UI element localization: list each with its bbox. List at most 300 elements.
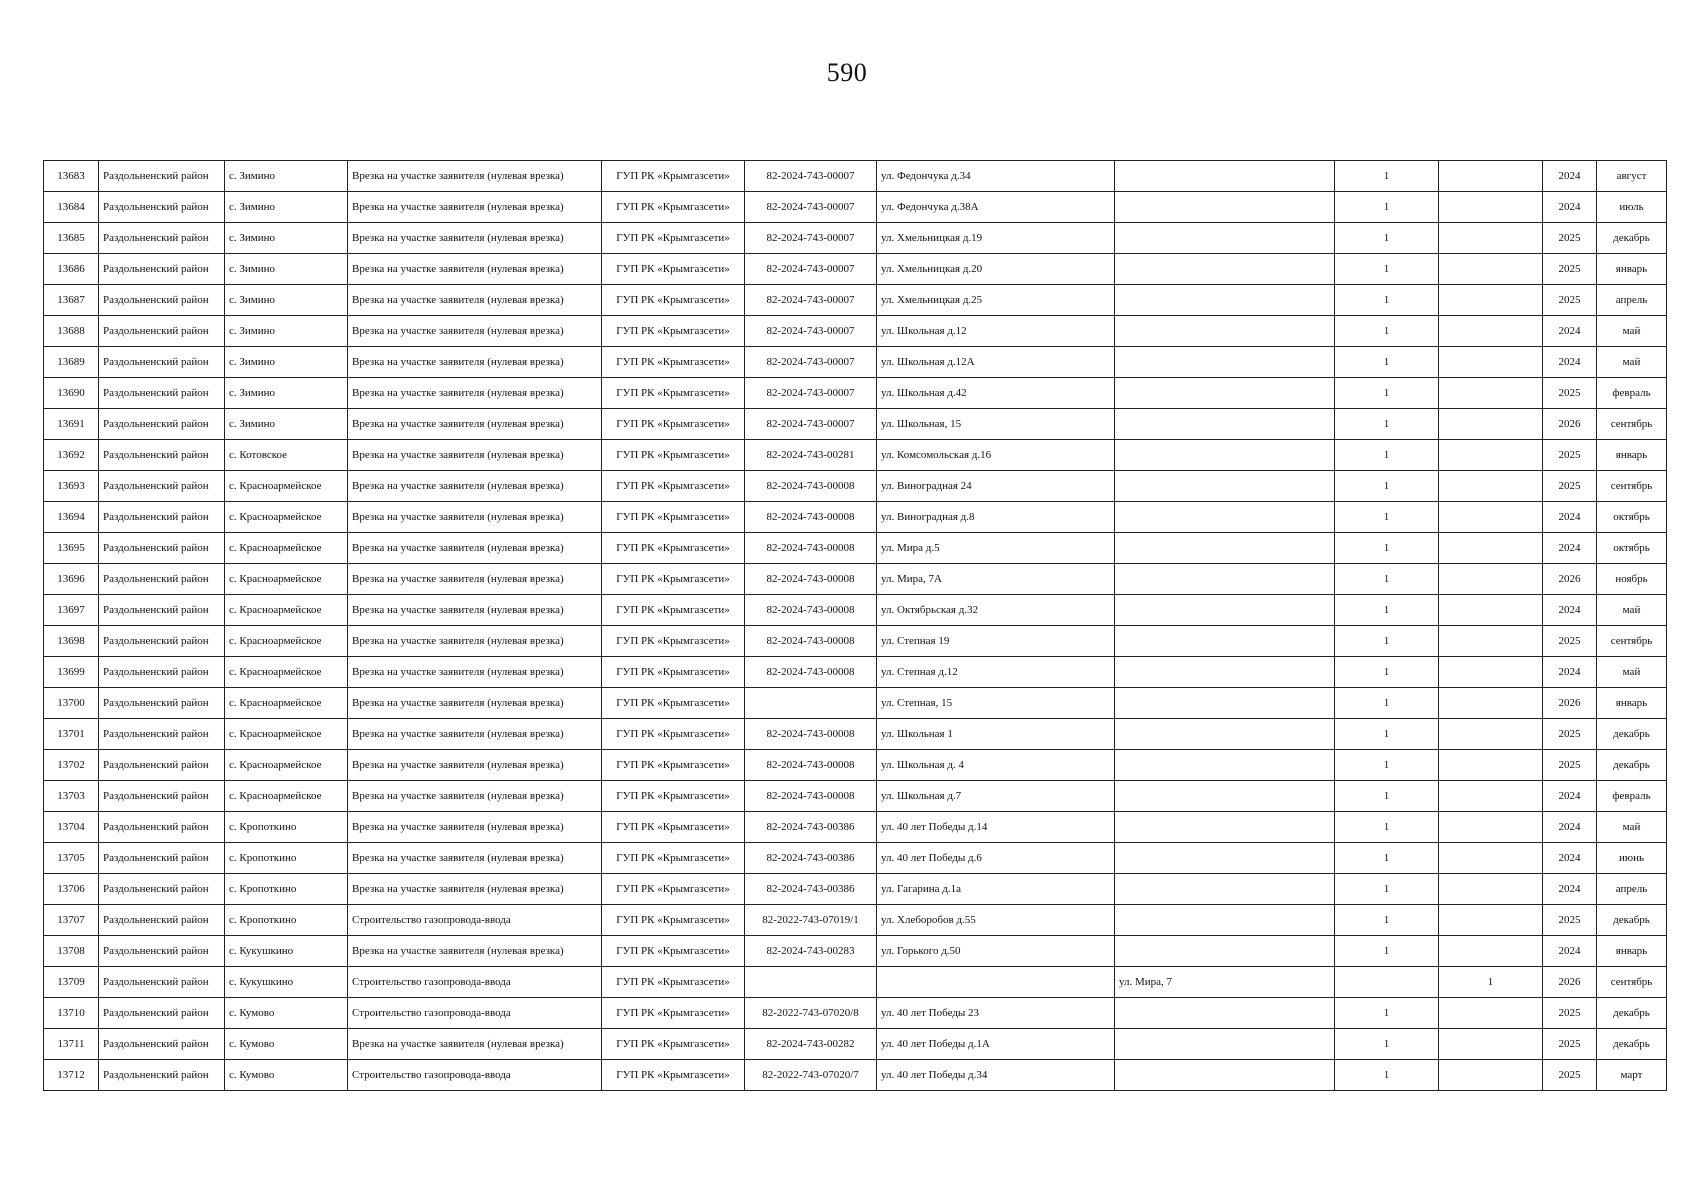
year-cell: 2026: [1543, 688, 1597, 719]
count-alt-cell: 1: [1439, 967, 1543, 998]
count-alt-cell: [1439, 719, 1543, 750]
registration-code-cell: 82-2024-743-00008: [745, 471, 877, 502]
address-alt-cell: [1115, 843, 1335, 874]
district-cell: Раздольненский район: [99, 936, 225, 967]
record-number: 13693: [44, 471, 99, 502]
count-cell: 1: [1335, 1060, 1439, 1091]
locality-cell: с. Кумово: [225, 1029, 348, 1060]
address-alt-cell: [1115, 161, 1335, 192]
address-cell: ул. Виноградная 24: [877, 471, 1115, 502]
year-cell: 2025: [1543, 378, 1597, 409]
locality-cell: с. Красноармейское: [225, 502, 348, 533]
record-number: 13701: [44, 719, 99, 750]
count-alt-cell: [1439, 502, 1543, 533]
count-cell: 1: [1335, 285, 1439, 316]
month-cell: февраль: [1597, 378, 1667, 409]
address-cell: ул. Хмельницкая д.19: [877, 223, 1115, 254]
address-cell: ул. Степная д.12: [877, 657, 1115, 688]
year-cell: 2025: [1543, 905, 1597, 936]
organization-cell: ГУП РК «Крымгазсети»: [602, 657, 745, 688]
district-cell: Раздольненский район: [99, 254, 225, 285]
address-cell: ул. Горького д.50: [877, 936, 1115, 967]
work-type-cell: Врезка на участке заявителя (нулевая врезка): [348, 719, 602, 750]
organization-cell: ГУП РК «Крымгазсети»: [602, 378, 745, 409]
record-number: 13694: [44, 502, 99, 533]
address-cell: ул. Школьная, 15: [877, 409, 1115, 440]
registration-code-cell: 82-2024-743-00007: [745, 223, 877, 254]
address-cell: ул. 40 лет Победы д.14: [877, 812, 1115, 843]
count-cell: 1: [1335, 688, 1439, 719]
address-alt-cell: [1115, 936, 1335, 967]
locality-cell: с. Зимино: [225, 378, 348, 409]
organization-cell: ГУП РК «Крымгазсети»: [602, 998, 745, 1029]
registration-code-cell: 82-2024-743-00007: [745, 378, 877, 409]
organization-cell: ГУП РК «Крымгазсети»: [602, 161, 745, 192]
district-cell: Раздольненский район: [99, 874, 225, 905]
organization-cell: ГУП РК «Крымгазсети»: [602, 223, 745, 254]
record-number: 13710: [44, 998, 99, 1029]
record-number: 13700: [44, 688, 99, 719]
registration-code-cell: 82-2024-743-00386: [745, 874, 877, 905]
address-alt-cell: [1115, 564, 1335, 595]
locality-cell: с. Кукушкино: [225, 967, 348, 998]
address-cell: ул. Степная 19: [877, 626, 1115, 657]
count-alt-cell: [1439, 688, 1543, 719]
month-cell: май: [1597, 316, 1667, 347]
count-alt-cell: [1439, 750, 1543, 781]
count-cell: 1: [1335, 626, 1439, 657]
address-alt-cell: [1115, 1060, 1335, 1091]
address-alt-cell: [1115, 316, 1335, 347]
month-cell: январь: [1597, 440, 1667, 471]
locality-cell: с. Зимино: [225, 409, 348, 440]
year-cell: 2024: [1543, 812, 1597, 843]
table-row: [44, 595, 1667, 626]
organization-cell: ГУП РК «Крымгазсети»: [602, 254, 745, 285]
work-type-cell: Врезка на участке заявителя (нулевая врезка): [348, 874, 602, 905]
locality-cell: с. Зимино: [225, 285, 348, 316]
address-cell: ул. 40 лет Победы д.1А: [877, 1029, 1115, 1060]
work-type-cell: Врезка на участке заявителя (нулевая врезка): [348, 223, 602, 254]
record-number: 13687: [44, 285, 99, 316]
registration-code-cell: 82-2024-743-00386: [745, 843, 877, 874]
table-row: [44, 161, 1667, 192]
count-cell: 1: [1335, 781, 1439, 812]
month-cell: май: [1597, 595, 1667, 626]
year-cell: 2024: [1543, 843, 1597, 874]
organization-cell: ГУП РК «Крымгазсети»: [602, 409, 745, 440]
registration-code-cell: 82-2022-743-07019/1: [745, 905, 877, 936]
organization-cell: ГУП РК «Крымгазсети»: [602, 750, 745, 781]
table-row: [44, 192, 1667, 223]
work-type-cell: Строительство газопровода-ввода: [348, 905, 602, 936]
district-cell: Раздольненский район: [99, 533, 225, 564]
work-type-cell: Врезка на участке заявителя (нулевая врезка): [348, 440, 602, 471]
record-number: 13698: [44, 626, 99, 657]
count-cell: 1: [1335, 347, 1439, 378]
district-cell: Раздольненский район: [99, 750, 225, 781]
address-cell: ул. Комсомольская д.16: [877, 440, 1115, 471]
organization-cell: ГУП РК «Крымгазсети»: [602, 905, 745, 936]
month-cell: декабрь: [1597, 905, 1667, 936]
count-cell: 1: [1335, 502, 1439, 533]
work-type-cell: Врезка на участке заявителя (нулевая врезка): [348, 347, 602, 378]
work-type-cell: Врезка на участке заявителя (нулевая врезка): [348, 409, 602, 440]
count-cell: 1: [1335, 750, 1439, 781]
registration-code-cell: 82-2024-743-00008: [745, 657, 877, 688]
work-type-cell: Врезка на участке заявителя (нулевая врезка): [348, 626, 602, 657]
address-alt-cell: [1115, 347, 1335, 378]
locality-cell: с. Котовское: [225, 440, 348, 471]
count-alt-cell: [1439, 998, 1543, 1029]
locality-cell: с. Красноармейское: [225, 781, 348, 812]
work-type-cell: Врезка на участке заявителя (нулевая врезка): [348, 192, 602, 223]
district-cell: Раздольненский район: [99, 812, 225, 843]
table-row: [44, 440, 1667, 471]
month-cell: декабрь: [1597, 750, 1667, 781]
count-alt-cell: [1439, 626, 1543, 657]
year-cell: 2024: [1543, 533, 1597, 564]
address-alt-cell: [1115, 874, 1335, 905]
record-number: 13695: [44, 533, 99, 564]
table-row: [44, 843, 1667, 874]
address-alt-cell: [1115, 533, 1335, 564]
address-cell: ул. Гагарина д.1а: [877, 874, 1115, 905]
address-alt-cell: [1115, 192, 1335, 223]
count-cell: 1: [1335, 223, 1439, 254]
record-number: 13684: [44, 192, 99, 223]
record-number: 13685: [44, 223, 99, 254]
year-cell: 2025: [1543, 998, 1597, 1029]
year-cell: 2024: [1543, 316, 1597, 347]
organization-cell: ГУП РК «Крымгазсети»: [602, 316, 745, 347]
year-cell: 2025: [1543, 626, 1597, 657]
address-cell: ул. 40 лет Победы д.6: [877, 843, 1115, 874]
month-cell: март: [1597, 1060, 1667, 1091]
district-cell: Раздольненский район: [99, 409, 225, 440]
address-cell: ул. Школьная д.12А: [877, 347, 1115, 378]
count-alt-cell: [1439, 843, 1543, 874]
address-alt-cell: [1115, 254, 1335, 285]
district-cell: Раздольненский район: [99, 316, 225, 347]
year-cell: 2024: [1543, 781, 1597, 812]
month-cell: декабрь: [1597, 1029, 1667, 1060]
registration-code-cell: 82-2024-743-00008: [745, 781, 877, 812]
month-cell: июль: [1597, 192, 1667, 223]
organization-cell: ГУП РК «Крымгазсети»: [602, 812, 745, 843]
count-alt-cell: [1439, 254, 1543, 285]
month-cell: апрель: [1597, 874, 1667, 905]
registration-code-cell: 82-2024-743-00007: [745, 316, 877, 347]
month-cell: январь: [1597, 254, 1667, 285]
organization-cell: ГУП РК «Крымгазсети»: [602, 347, 745, 378]
address-cell: ул. Школьная д.42: [877, 378, 1115, 409]
count-alt-cell: [1439, 781, 1543, 812]
organization-cell: ГУП РК «Крымгазсети»: [602, 533, 745, 564]
organization-cell: ГУП РК «Крымгазсети»: [602, 1060, 745, 1091]
address-cell: ул. Хлеборобов д.55: [877, 905, 1115, 936]
count-alt-cell: [1439, 936, 1543, 967]
count-cell: 1: [1335, 316, 1439, 347]
address-alt-cell: [1115, 440, 1335, 471]
locality-cell: с. Кропоткино: [225, 905, 348, 936]
work-type-cell: Строительство газопровода-ввода: [348, 967, 602, 998]
work-type-cell: Врезка на участке заявителя (нулевая врезка): [348, 595, 602, 626]
district-cell: Раздольненский район: [99, 471, 225, 502]
table-row: [44, 471, 1667, 502]
registry-table: [43, 160, 1667, 1091]
record-number: 13683: [44, 161, 99, 192]
registration-code-cell: 82-2024-743-00008: [745, 595, 877, 626]
count-alt-cell: [1439, 1060, 1543, 1091]
organization-cell: ГУП РК «Крымгазсети»: [602, 285, 745, 316]
year-cell: 2024: [1543, 502, 1597, 533]
locality-cell: с. Зимино: [225, 223, 348, 254]
work-type-cell: Врезка на участке заявителя (нулевая врезка): [348, 657, 602, 688]
month-cell: октябрь: [1597, 533, 1667, 564]
table-row: [44, 254, 1667, 285]
count-alt-cell: [1439, 285, 1543, 316]
registration-code-cell: 82-2022-743-07020/8: [745, 998, 877, 1029]
registration-code-cell: 82-2024-743-00007: [745, 409, 877, 440]
count-alt-cell: [1439, 347, 1543, 378]
month-cell: май: [1597, 657, 1667, 688]
organization-cell: ГУП РК «Крымгазсети»: [602, 192, 745, 223]
month-cell: январь: [1597, 936, 1667, 967]
locality-cell: с. Зимино: [225, 254, 348, 285]
address-alt-cell: [1115, 998, 1335, 1029]
district-cell: Раздольненский район: [99, 595, 225, 626]
year-cell: 2025: [1543, 719, 1597, 750]
registration-code-cell: 82-2024-743-00007: [745, 161, 877, 192]
organization-cell: ГУП РК «Крымгазсети»: [602, 502, 745, 533]
month-cell: апрель: [1597, 285, 1667, 316]
month-cell: декабрь: [1597, 998, 1667, 1029]
month-cell: январь: [1597, 688, 1667, 719]
table-row: [44, 750, 1667, 781]
district-cell: Раздольненский район: [99, 1029, 225, 1060]
locality-cell: с. Зимино: [225, 161, 348, 192]
organization-cell: ГУП РК «Крымгазсети»: [602, 688, 745, 719]
district-cell: Раздольненский район: [99, 719, 225, 750]
record-number: 13696: [44, 564, 99, 595]
district-cell: Раздольненский район: [99, 688, 225, 719]
table-body: [44, 161, 1667, 1091]
year-cell: 2025: [1543, 285, 1597, 316]
table-row: [44, 1060, 1667, 1091]
address-cell: ул. Школьная д. 4: [877, 750, 1115, 781]
count-alt-cell: [1439, 316, 1543, 347]
count-alt-cell: [1439, 533, 1543, 564]
work-type-cell: Строительство газопровода-ввода: [348, 1060, 602, 1091]
address-alt-cell: [1115, 409, 1335, 440]
address-cell: ул. Степная, 15: [877, 688, 1115, 719]
count-cell: 1: [1335, 254, 1439, 285]
year-cell: 2025: [1543, 1029, 1597, 1060]
count-alt-cell: [1439, 874, 1543, 905]
locality-cell: с. Красноармейское: [225, 595, 348, 626]
locality-cell: с. Красноармейское: [225, 626, 348, 657]
address-alt-cell: [1115, 471, 1335, 502]
count-cell: 1: [1335, 564, 1439, 595]
table-row: [44, 688, 1667, 719]
address-alt-cell: [1115, 223, 1335, 254]
year-cell: 2025: [1543, 471, 1597, 502]
year-cell: 2025: [1543, 1060, 1597, 1091]
count-alt-cell: [1439, 161, 1543, 192]
record-number: 13691: [44, 409, 99, 440]
locality-cell: с. Красноармейское: [225, 471, 348, 502]
locality-cell: с. Кукушкино: [225, 936, 348, 967]
organization-cell: ГУП РК «Крымгазсети»: [602, 719, 745, 750]
address-cell: ул. Хмельницкая д.25: [877, 285, 1115, 316]
table-row: [44, 967, 1667, 998]
record-number: 13689: [44, 347, 99, 378]
table-row: [44, 1029, 1667, 1060]
year-cell: 2024: [1543, 192, 1597, 223]
registration-code-cell: 82-2024-743-00386: [745, 812, 877, 843]
address-cell: ул. Школьная 1: [877, 719, 1115, 750]
table-row: [44, 223, 1667, 254]
locality-cell: с. Зимино: [225, 347, 348, 378]
registration-code-cell: [745, 967, 877, 998]
address-cell: ул. 40 лет Победы д.34: [877, 1060, 1115, 1091]
record-number: 13699: [44, 657, 99, 688]
address-cell: ул. Мира д.5: [877, 533, 1115, 564]
count-cell: 1: [1335, 533, 1439, 564]
count-alt-cell: [1439, 812, 1543, 843]
record-number: 13704: [44, 812, 99, 843]
address-cell: ул. Федончука д.38А: [877, 192, 1115, 223]
record-number: 13706: [44, 874, 99, 905]
locality-cell: с. Красноармейское: [225, 564, 348, 595]
district-cell: Раздольненский район: [99, 967, 225, 998]
count-cell: 1: [1335, 936, 1439, 967]
address-cell: ул. Школьная д.7: [877, 781, 1115, 812]
district-cell: Раздольненский район: [99, 223, 225, 254]
registration-code-cell: 82-2024-743-00008: [745, 502, 877, 533]
organization-cell: ГУП РК «Крымгазсети»: [602, 967, 745, 998]
locality-cell: с. Кумово: [225, 998, 348, 1029]
table-row: [44, 502, 1667, 533]
registration-code-cell: 82-2024-743-00283: [745, 936, 877, 967]
registration-code-cell: 82-2024-743-00007: [745, 192, 877, 223]
table-row: [44, 533, 1667, 564]
count-cell: 1: [1335, 192, 1439, 223]
work-type-cell: Врезка на участке заявителя (нулевая врезка): [348, 936, 602, 967]
district-cell: Раздольненский район: [99, 657, 225, 688]
work-type-cell: Врезка на участке заявителя (нулевая врезка): [348, 285, 602, 316]
year-cell: 2026: [1543, 967, 1597, 998]
district-cell: Раздольненский район: [99, 192, 225, 223]
district-cell: Раздольненский район: [99, 564, 225, 595]
district-cell: Раздольненский район: [99, 626, 225, 657]
count-alt-cell: [1439, 564, 1543, 595]
year-cell: 2026: [1543, 409, 1597, 440]
year-cell: 2024: [1543, 936, 1597, 967]
table-row: [44, 409, 1667, 440]
work-type-cell: Врезка на участке заявителя (нулевая врезка): [348, 502, 602, 533]
address-cell: ул. Федончука д.34: [877, 161, 1115, 192]
month-cell: октябрь: [1597, 502, 1667, 533]
table-row: [44, 378, 1667, 409]
registration-code-cell: 82-2024-743-00008: [745, 719, 877, 750]
count-cell: 1: [1335, 843, 1439, 874]
district-cell: Раздольненский район: [99, 998, 225, 1029]
record-number: 13686: [44, 254, 99, 285]
registration-code-cell: 82-2024-743-00007: [745, 285, 877, 316]
table-row: [44, 347, 1667, 378]
address-cell: ул. Школьная д.12: [877, 316, 1115, 347]
registration-code-cell: 82-2024-743-00007: [745, 347, 877, 378]
work-type-cell: Строительство газопровода-ввода: [348, 998, 602, 1029]
registration-code-cell: [745, 688, 877, 719]
work-type-cell: Врезка на участке заявителя (нулевая врезка): [348, 471, 602, 502]
organization-cell: ГУП РК «Крымгазсети»: [602, 936, 745, 967]
organization-cell: ГУП РК «Крымгазсети»: [602, 1029, 745, 1060]
address-cell: ул. Хмельницкая д.20: [877, 254, 1115, 285]
page-number: 590: [826, 58, 868, 87]
work-type-cell: Врезка на участке заявителя (нулевая врезка): [348, 781, 602, 812]
year-cell: 2025: [1543, 223, 1597, 254]
work-type-cell: Врезка на участке заявителя (нулевая врезка): [348, 378, 602, 409]
registration-code-cell: 82-2024-743-00007: [745, 254, 877, 285]
table-row: [44, 998, 1667, 1029]
registration-code-cell: 82-2024-743-00008: [745, 626, 877, 657]
count-alt-cell: [1439, 1029, 1543, 1060]
count-cell: 1: [1335, 471, 1439, 502]
locality-cell: с. Кропоткино: [225, 812, 348, 843]
month-cell: сентябрь: [1597, 471, 1667, 502]
year-cell: 2025: [1543, 440, 1597, 471]
locality-cell: с. Кропоткино: [225, 874, 348, 905]
organization-cell: ГУП РК «Крымгазсети»: [602, 471, 745, 502]
month-cell: май: [1597, 812, 1667, 843]
locality-cell: с. Красноармейское: [225, 657, 348, 688]
count-cell: [1335, 967, 1439, 998]
address-alt-cell: [1115, 905, 1335, 936]
work-type-cell: Врезка на участке заявителя (нулевая врезка): [348, 812, 602, 843]
count-alt-cell: [1439, 192, 1543, 223]
year-cell: 2025: [1543, 254, 1597, 285]
year-cell: 2024: [1543, 161, 1597, 192]
organization-cell: ГУП РК «Крымгазсети»: [602, 781, 745, 812]
district-cell: Раздольненский район: [99, 440, 225, 471]
table-row: [44, 719, 1667, 750]
registration-code-cell: 82-2022-743-07020/7: [745, 1060, 877, 1091]
district-cell: Раздольненский район: [99, 905, 225, 936]
record-number: 13690: [44, 378, 99, 409]
address-alt-cell: [1115, 595, 1335, 626]
registration-code-cell: 82-2024-743-00282: [745, 1029, 877, 1060]
table-row: [44, 936, 1667, 967]
record-number: 13688: [44, 316, 99, 347]
address-alt-cell: [1115, 626, 1335, 657]
address-alt-cell: [1115, 812, 1335, 843]
month-cell: сентябрь: [1597, 409, 1667, 440]
month-cell: ноябрь: [1597, 564, 1667, 595]
table-row: [44, 812, 1667, 843]
locality-cell: с. Красноармейское: [225, 533, 348, 564]
record-number: 13702: [44, 750, 99, 781]
address-alt-cell: [1115, 1029, 1335, 1060]
locality-cell: с. Зимино: [225, 192, 348, 223]
locality-cell: с. Красноармейское: [225, 750, 348, 781]
table-row: [44, 874, 1667, 905]
locality-cell: с. Красноармейское: [225, 688, 348, 719]
address-alt-cell: [1115, 657, 1335, 688]
count-cell: 1: [1335, 1029, 1439, 1060]
